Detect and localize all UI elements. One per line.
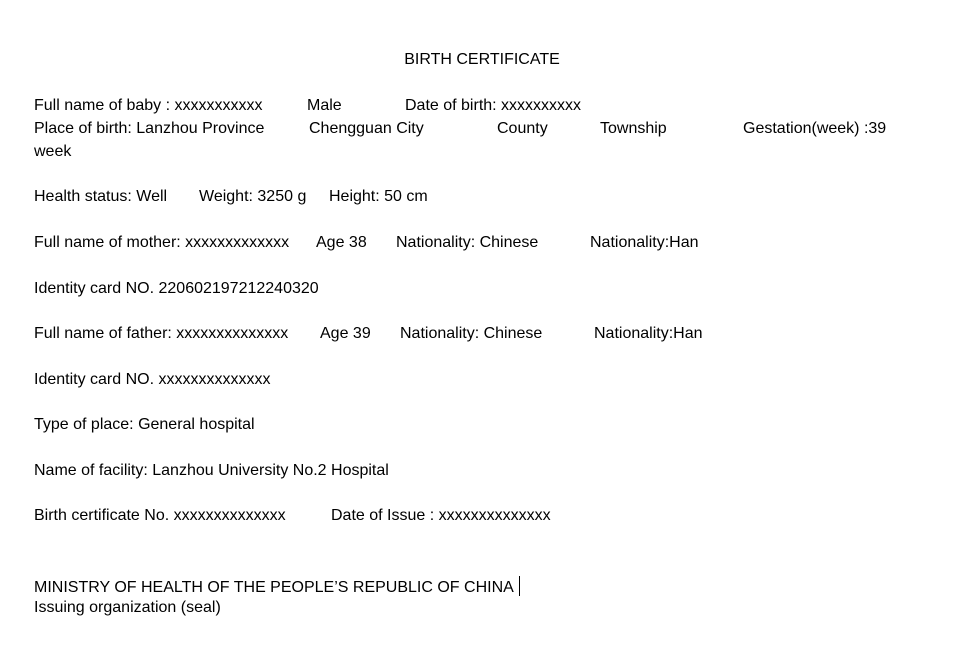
mother-age: Age 38: [316, 234, 367, 251]
health-status: Health status: Well: [34, 188, 168, 205]
issuing-ministry[interactable]: [34, 576, 520, 597]
document-title: BIRTH CERTIFICATE: [404, 51, 560, 68]
father-ethnicity: Nationality:Han: [594, 325, 703, 342]
place-type: Type of place: General hospital: [34, 416, 255, 433]
birth-place-row: [34, 120, 914, 138]
father-row: [34, 325, 914, 343]
baby-info-row: [34, 97, 914, 115]
mother-row: [34, 234, 914, 252]
certificate-number: Birth certificate No. xxxxxxxxxxxxxx: [34, 507, 286, 524]
issuer-row[interactable]: [34, 576, 914, 594]
baby-name: Full name of baby : xxxxxxxxxxx: [34, 97, 263, 114]
birth-county: County: [497, 120, 548, 137]
gestation-unit: week: [34, 143, 72, 160]
birth-township: Township: [600, 120, 667, 137]
issuing-organization-label: Issuing organization (seal): [34, 599, 221, 616]
gestation-unit-row: [34, 143, 914, 161]
mother-name: Full name of mother: xxxxxxxxxxxxx: [34, 234, 290, 251]
birth-province: Place of birth: Lanzhou Province: [34, 120, 265, 137]
issue-date: Date of Issue : xxxxxxxxxxxxxx: [331, 507, 551, 524]
baby-weight: Weight: 3250 g: [199, 188, 307, 205]
issuing-ministry-text: MINISTRY OF HEALTH OF THE PEOPLE’S REPUBLIC OF CHINA: [34, 579, 514, 596]
baby-height: Height: 50 cm: [329, 188, 428, 205]
baby-sex: Male: [307, 97, 342, 114]
birth-city: Chengguan City: [309, 120, 424, 137]
certificate-row: [34, 507, 914, 525]
text-cursor: [519, 576, 520, 596]
mother-ethnicity: Nationality:Han: [590, 234, 699, 251]
father-id-card: Identity card NO. xxxxxxxxxxxxxx: [34, 371, 271, 388]
health-row: [34, 188, 914, 206]
gestation-weeks: Gestation(week) :39: [743, 120, 887, 137]
father-id-row: [34, 371, 914, 389]
father-name: Full name of father: xxxxxxxxxxxxxx: [34, 325, 289, 342]
issuing-org-row: [34, 599, 914, 617]
mother-id-row: [34, 280, 914, 298]
place-type-row: [34, 416, 914, 434]
baby-date-of-birth: Date of birth: xxxxxxxxxx: [405, 97, 582, 114]
facility-row: [34, 462, 914, 480]
facility-name: Name of facility: Lanzhou University No.2 Hospital: [34, 462, 389, 479]
mother-nationality: Nationality: Chinese: [396, 234, 539, 251]
father-nationality: Nationality: Chinese: [400, 325, 543, 342]
father-age: Age 39: [320, 325, 371, 342]
mother-id-card: Identity card NO. 220602197212240320: [34, 280, 319, 297]
